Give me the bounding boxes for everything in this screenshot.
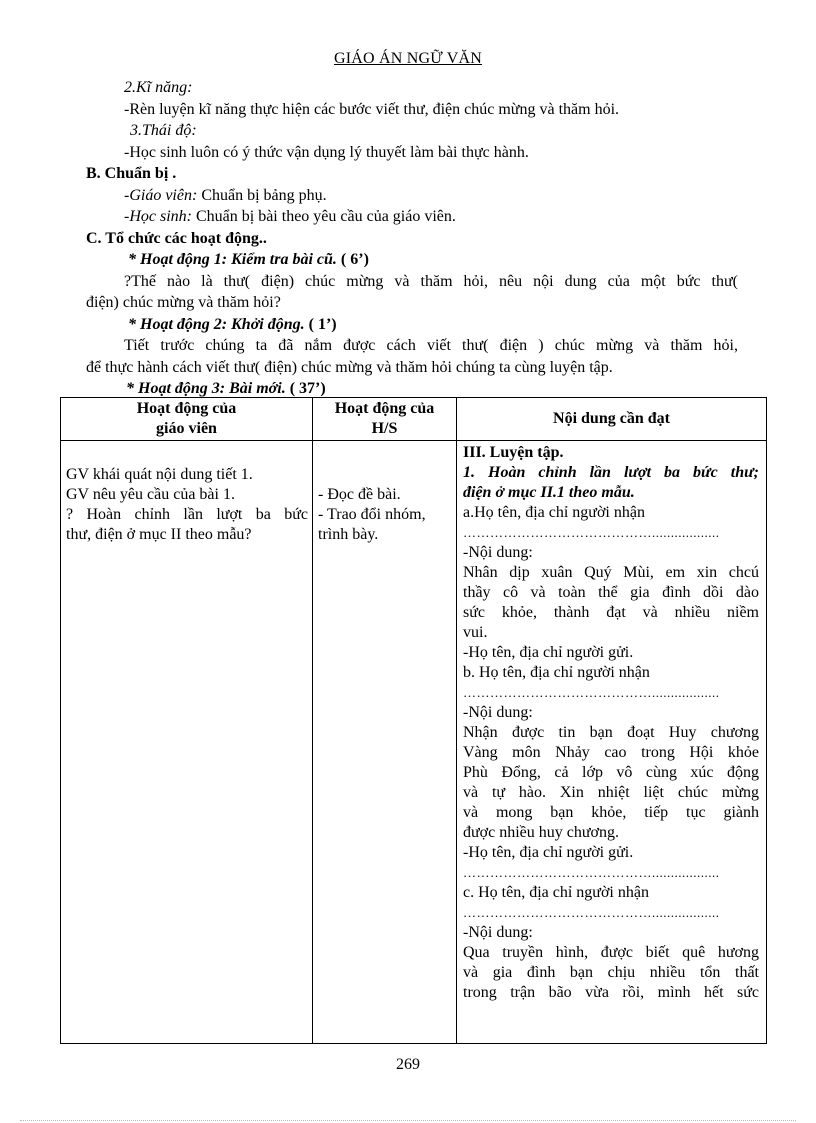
teacher-label: -Giáo viên: xyxy=(124,187,198,204)
c-text-line-1: Qua truyền hình, được biết quê hương xyxy=(463,944,759,961)
table-header-row xyxy=(61,398,767,441)
a-sender: -Họ tên, địa chỉ người gửi. xyxy=(463,644,634,661)
b-content-label: -Nội dung: xyxy=(463,704,533,721)
student-prep xyxy=(124,207,456,227)
header-col1-line1: Hoạt động của xyxy=(136,400,237,417)
b-text-line-5: và mong bạn khỏe, tiếp tục giành xyxy=(463,804,759,821)
task-1-line-1: 1. Hoàn chỉnh lần lượt ba bức thư; xyxy=(463,464,759,481)
a-content-label: -Nội dung: xyxy=(463,544,533,561)
student-line-3: trình bày. xyxy=(318,526,379,543)
teacher-line-4: thư, điện ở mục II theo mẫu? xyxy=(66,526,252,543)
a-text-line-1: Nhân dịp xuân Quý Mùi, em xin chcú xyxy=(463,564,759,581)
student-label: -Học sinh: xyxy=(124,208,192,225)
a-dotted-line: …………………………………….................. xyxy=(463,525,720,540)
b-text-line-3: Phù Đổng, cả lớp vô cùng xúc động xyxy=(463,764,759,781)
b-recipient: b. Họ tên, địa chỉ người nhận xyxy=(463,664,650,681)
task-1-line-2: điện ở mục II.1 theo mẫu. xyxy=(463,484,635,501)
activity-1-time: ( 6’) xyxy=(336,251,369,268)
page-header: GIÁO ÁN NGỮ VĂN xyxy=(334,50,482,67)
activity-3-time: ( 37’) xyxy=(285,380,326,397)
student-line-2: - Trao đổi nhóm, xyxy=(318,506,426,523)
activity-1-question-line-1: ?Thế nào là thư( điện) chúc mừng và thăm hỏi, nêu nội dung của một bức thư( xyxy=(124,273,738,290)
section-heading: III. Luyện tập. xyxy=(463,444,564,461)
header-col2-line1: Hoạt động của xyxy=(334,400,435,417)
content-cell xyxy=(457,441,767,1044)
c-text-line-2: và gia đình bạn chịu nhiều tổn thất xyxy=(463,964,759,981)
b-text-line-4: và tự hào. Xin nhiệt liệt chúc mừng xyxy=(463,784,759,801)
a-text-line-4: vui. xyxy=(463,624,488,641)
header-content: Nội dung cần đạt xyxy=(457,398,767,441)
student-line-1: - Đọc đề bài. xyxy=(318,486,401,503)
header-teacher-activity xyxy=(61,398,313,441)
c-content-label: -Nội dung: xyxy=(463,924,533,941)
activity-1-heading xyxy=(128,250,369,270)
activity-2-label: * Hoạt động 2: Khởi động. xyxy=(128,316,305,333)
activity-2-heading xyxy=(128,315,337,335)
a-text-line-3: sức khỏe, thành đạt và nhiều niềm xyxy=(463,604,759,621)
skill-text: -Rèn luyện kĩ năng thực hiện các bước viết thư, điện chúc mừng và thăm hỏi. xyxy=(124,101,620,118)
prep-heading: B. Chuẩn bị . xyxy=(86,165,177,182)
activity-2-line-1: Tiết trước chúng ta đã nắm được cách viết thư( điện ) chúc mừng và thăm hỏi, xyxy=(124,337,738,354)
skill-heading: 2.Kĩ năng: xyxy=(124,79,193,96)
activity-1-question-line-2: điện) chúc mừng và thăm hỏi? xyxy=(86,294,281,311)
teacher-prep xyxy=(124,186,327,206)
b-text-line-2: Vàng môn Nhảy cao trong Hội khỏe xyxy=(463,744,759,761)
header-col2-line2: H/S xyxy=(371,420,398,437)
lesson-table xyxy=(60,397,767,1044)
activity-2-time: ( 1’) xyxy=(304,316,337,333)
c-dotted-line: …………………………………….................. xyxy=(463,905,720,920)
a-recipient: a.Họ tên, địa chỉ người nhận xyxy=(463,504,645,521)
teacher-line-2: GV nêu yêu cầu của bài 1. xyxy=(66,486,235,503)
teacher-prep-text: Chuẩn bị bảng phụ. xyxy=(197,187,327,204)
c-recipient: c. Họ tên, địa chỉ người nhận xyxy=(463,884,649,901)
student-activity-cell xyxy=(313,441,457,1044)
activity-3-label: * Hoạt động 3: Bài mới. xyxy=(126,380,286,397)
b-sender: -Họ tên, địa chỉ người gửi. xyxy=(463,844,634,861)
page-number: 269 xyxy=(396,1056,420,1073)
org-heading: C. Tổ chức các hoạt động.. xyxy=(86,230,267,247)
b-text-line-6: được nhiều huy chương. xyxy=(463,824,620,841)
header-col1-line2: giáo viên xyxy=(156,420,217,437)
student-prep-text: Chuẩn bị bài theo yêu cầu của giáo viên. xyxy=(191,208,456,225)
c-text-line-3: trong trận bão vừa rồi, mình hết sức xyxy=(463,984,759,1001)
header-student-activity xyxy=(313,398,457,441)
activity-2-line-2: để thực hành cách viết thư( điện) chúc mừng và thăm hỏi chúng ta cùng luyện tập. xyxy=(86,359,613,376)
attitude-heading: 3.Thái độ: xyxy=(130,122,197,139)
activity-1-label: * Hoạt động 1: Kiểm tra bài cũ. xyxy=(128,251,337,268)
activity-3-heading xyxy=(126,379,326,399)
b-text-line-1: Nhận được tin bạn đoạt Huy chương xyxy=(463,724,759,741)
a-text-line-2: thầy cô và toàn thể gia đình dồi dào xyxy=(463,584,759,601)
attitude-text: -Học sinh luôn có ý thức vận dụng lý thuyết làm bài thực hành. xyxy=(124,144,529,161)
footer-divider xyxy=(20,1120,796,1121)
b-sender-dotted-line: …………………………………….................. xyxy=(463,865,720,880)
teacher-activity-cell xyxy=(61,441,313,1044)
table-body-row xyxy=(61,441,767,1044)
b-dotted-line: …………………………………….................. xyxy=(463,685,720,700)
teacher-line-3: ? Hoàn chỉnh lần lượt ba bức xyxy=(66,506,308,523)
teacher-line-1: GV khái quát nội dung tiết 1. xyxy=(66,466,253,483)
